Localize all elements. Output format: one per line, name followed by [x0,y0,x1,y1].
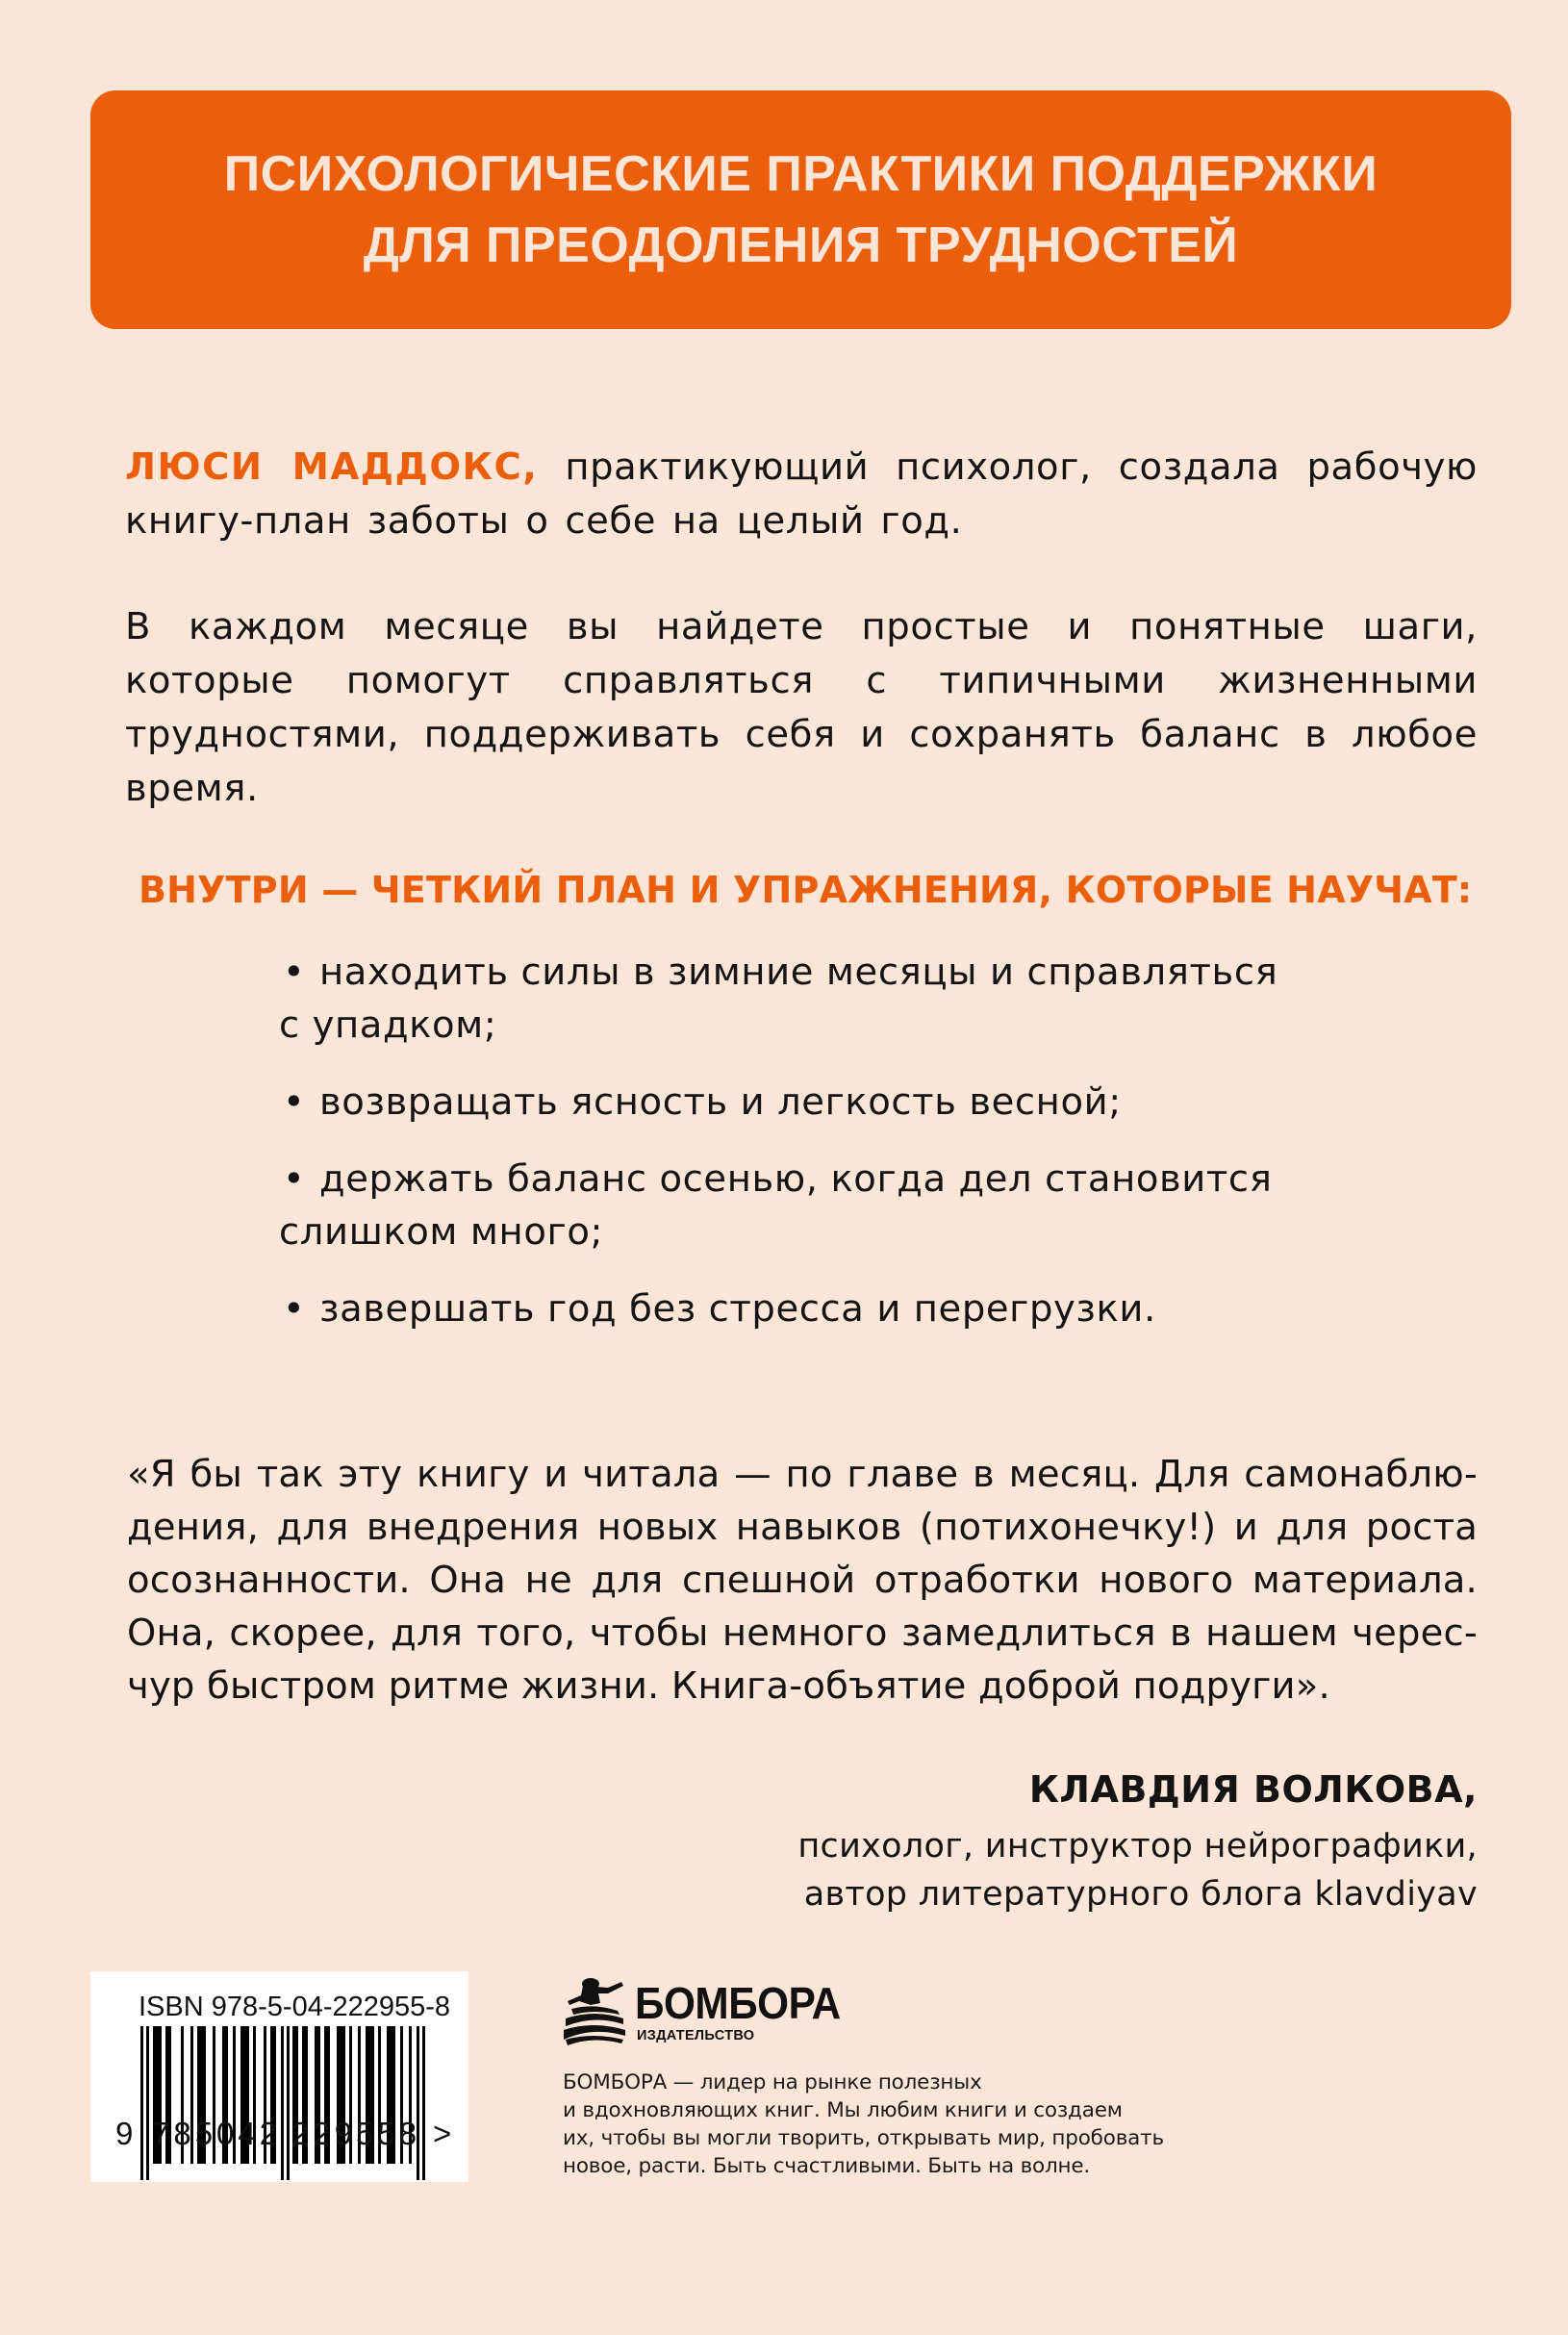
list-item [279,1153,1337,1258]
author-role-line: психолог, инструктор нейрографики, [797,1827,1478,1865]
isbn-number: ISBN 978-5-04-222955-8 [139,1992,451,2022]
bullet-icon: • [283,1080,306,1124]
publisher-description-line: новое, расти. Быть счастливыми. Быть на волне. [563,2154,1091,2178]
intro-paragraph [125,441,1478,548]
quote-line: Она, скорее, для того, чтобы немного замедлиться в нашем черес- [127,1612,1478,1655]
barcode-group-1: 785042 [152,2116,282,2151]
barcode-bars-icon [140,2026,429,2180]
publisher-description [563,2069,1178,2180]
quote-line: дения, для внедрения новых навыков (потихонечку!) и для роста [127,1506,1478,1549]
quote-line: осознанности. Она не для спешной отработки нового материала. [127,1559,1478,1602]
testimonial-author: КЛАВДИЯ ВОЛКОВА, [1028,1768,1478,1811]
quote-line: чур быстром ритме жизни. Книга-объятие доброй подруги». [127,1664,1330,1708]
banner-title-line-2: ДЛЯ ПРЕОДОЛЕНИЯ ТРУДНОСТЕЙ [363,217,1239,273]
publisher-description-line: БОМБОРА — лидер на рынке полезных [563,2070,982,2094]
testimonial-quote [127,1448,1478,1713]
list-item-text-continued: слишком много; [279,1210,604,1254]
publisher-description-line: и вдохновляющих книг. Мы любим книги и создаем [563,2098,1123,2122]
benefits-list [279,946,1337,1359]
list-item-text: завершать год без стресса и перегрузки. [319,1287,1156,1331]
list-item-text: возвращать ясность и легкость весной; [319,1080,1122,1124]
publisher-logo [562,1976,841,2048]
book-author-name: ЛЮСИ МАДДОКС, [125,445,539,489]
bullet-icon: • [283,1157,306,1201]
quote-line: «Я бы так эту книгу и читала — по главе в месяц. Для самонаблю- [127,1453,1478,1496]
list-item-text: находить силы в зимние месяцы и справляться [319,951,1278,994]
isbn-barcode [90,1971,468,2182]
bullet-icon: • [283,1287,306,1331]
publisher-subtitle: ИЗДАТЕЛЬСТВО [637,2028,755,2043]
list-item [279,1076,1337,1129]
bullet-icon: • [283,951,306,994]
list-item-text-continued: с упадком; [279,1003,497,1047]
list-item-text: держать баланс осенью, когда дел становится [319,1157,1273,1201]
testimonial-author-role [797,1822,1478,1918]
author-role-line: автор литературного блога klavdiyav [803,1875,1478,1914]
barcode-digits [115,2116,452,2335]
banner-title-line-1: ПСИХОЛОГИЧЕСКИЕ ПРАКТИКИ ПОДДЕРЖКИ [223,146,1378,202]
title-banner [90,90,1511,329]
inside-heading: ВНУТРИ — ЧЕТКИЙ ПЛАН И УПРАЖНЕНИЯ, КОТОРЫЕ НАУЧАТ: [139,869,1473,911]
barcode-end-mark: > [433,2116,452,2151]
list-item [279,1282,1337,1335]
description-paragraph: В каждом месяце вы найдете простые и понятные шаги, которые помогут справляться с типичными жизненными трудностями, поддерживать себя и сохранять баланс в любое время. [125,605,1478,810]
list-item [279,946,1337,1052]
barcode-lead-digit: 9 [115,2116,134,2151]
publisher-description-line: их, чтобы вы могли творить, открывать мир, пробовать [563,2126,1164,2150]
surfer-on-book-icon [562,1976,627,2045]
barcode-group-2: 229558 [291,2116,421,2151]
intro-text: практикующий психолог, создала рабочую книгу-план заботы о себе на целый год. [125,445,1478,543]
publisher-wordmark: БОМБОРА [635,1978,841,2028]
